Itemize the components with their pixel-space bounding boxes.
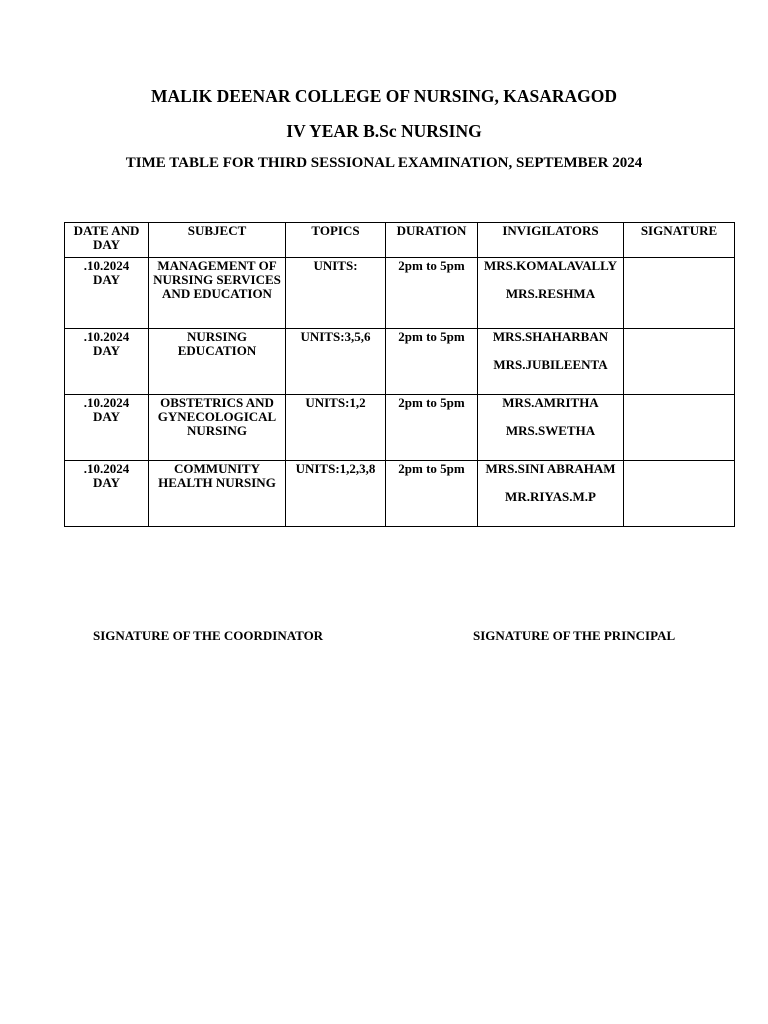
invigilator-1: MRS.SINI ABRAHAM — [485, 461, 616, 476]
duration-cell: 2pm to 5pm — [386, 258, 478, 329]
subject-cell: MANAGEMENT OF NURSING SERVICES AND EDUCATION — [149, 258, 286, 329]
column-header-subject: SUBJECT — [149, 223, 286, 258]
exam-day: DAY — [93, 272, 120, 287]
signature-cell — [624, 258, 735, 329]
invigilator-1: MRS.SHAHARBAN — [492, 329, 609, 344]
column-header-invigilators: INVIGILATORS — [478, 223, 624, 258]
topics-cell: UNITS:3,5,6 — [286, 329, 386, 395]
college-name: MALIK DEENAR COLLEGE OF NURSING, KASARAGOD — [150, 86, 618, 106]
column-header-signature: SIGNATURE — [624, 223, 735, 258]
duration-cell: 2pm to 5pm — [386, 329, 478, 395]
exam-date: .10.2024 — [83, 395, 130, 410]
invigilator-2: MRS.SWETHA — [505, 423, 596, 438]
date-cell — [65, 461, 149, 527]
invigilators-cell — [478, 258, 624, 329]
duration-cell: 2pm to 5pm — [386, 395, 478, 461]
exam-day: DAY — [93, 475, 120, 490]
date-cell — [65, 258, 149, 329]
table-row — [65, 461, 735, 527]
subject-cell: COMMUNITY HEALTH NURSING — [149, 461, 286, 527]
topics-cell: UNITS:1,2 — [286, 395, 386, 461]
exam-date: .10.2024 — [83, 329, 130, 344]
column-header-date: DATE AND DAY — [65, 223, 149, 258]
invigilator-2: MRS.JUBILEENTA — [493, 357, 608, 372]
exam-date: .10.2024 — [83, 461, 130, 476]
subject-cell: OBSTETRICS AND GYNECOLOGICAL NURSING — [149, 395, 286, 461]
course-name: IV YEAR B.Sc NURSING — [286, 121, 482, 141]
principal-signature-label: SIGNATURE OF THE PRINCIPAL — [473, 628, 676, 643]
invigilators-cell — [478, 461, 624, 527]
table-row — [65, 329, 735, 395]
table-row — [65, 395, 735, 461]
signature-cell — [624, 461, 735, 527]
exam-title: TIME TABLE FOR THIRD SESSIONAL EXAMINATION, SEPTEMBER 2024 — [125, 155, 643, 171]
exam-date: .10.2024 — [83, 258, 130, 273]
topics-cell: UNITS: — [286, 258, 386, 329]
duration-cell: 2pm to 5pm — [386, 461, 478, 527]
exam-day: DAY — [93, 409, 120, 424]
exam-day: DAY — [93, 343, 120, 358]
date-cell — [65, 395, 149, 461]
timetable — [64, 222, 735, 527]
column-header-topics: TOPICS — [286, 223, 386, 258]
invigilators-cell — [478, 395, 624, 461]
table-header-row — [65, 223, 735, 258]
coordinator-signature-label: SIGNATURE OF THE COORDINATOR — [93, 628, 324, 643]
subject-cell: NURSING EDUCATION — [149, 329, 286, 395]
invigilator-1: MRS.AMRITHA — [502, 395, 599, 410]
topics-cell: UNITS:1,2,3,8 — [286, 461, 386, 527]
signature-cell — [624, 329, 735, 395]
date-cell — [65, 329, 149, 395]
signature-cell — [624, 395, 735, 461]
invigilator-1: MRS.KOMALAVALLY — [483, 258, 618, 273]
column-header-duration: DURATION — [386, 223, 478, 258]
table-row — [65, 258, 735, 329]
invigilator-2: MRS.RESHMA — [505, 286, 596, 301]
invigilators-cell — [478, 329, 624, 395]
invigilator-2: MR.RIYAS.M.P — [505, 489, 596, 504]
